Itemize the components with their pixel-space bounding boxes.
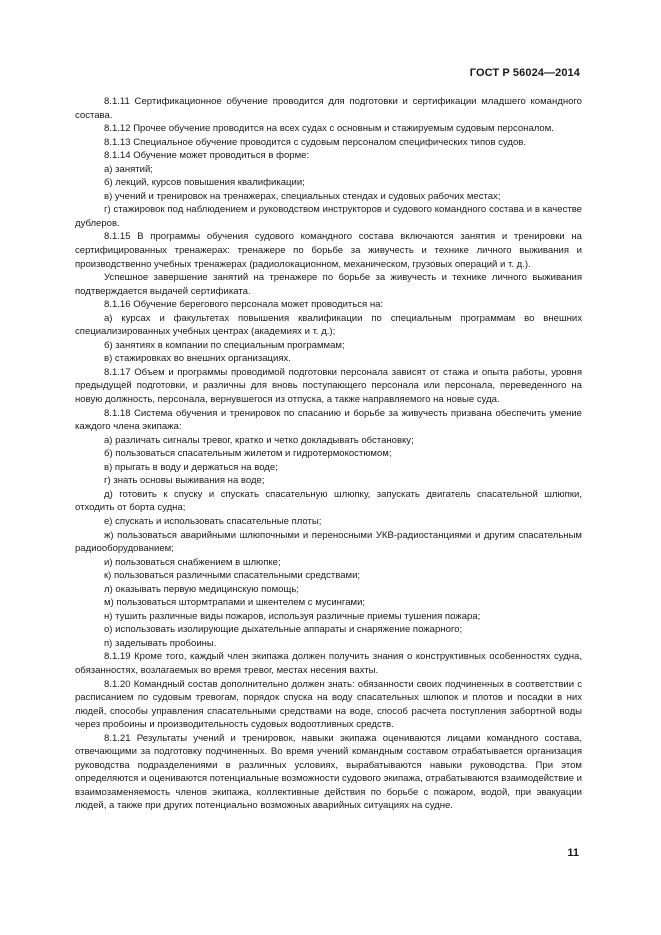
list-item: ж) пользоваться аварийными шлюпочными и переносными УКВ-радиостанциями и другим спасательным радиооборудованием; <box>75 529 582 555</box>
list-item: г) знать основы выживания на воде; <box>104 475 265 487</box>
list-item: е) спускать и использовать спасательные плоты; <box>104 515 322 527</box>
list-item: а) курсах и факультетах повышения квалификации по специальным программам во внешних специализированных учебных центрах (академиях и т. д.); <box>75 312 582 338</box>
list-item: в) прыгать в воду и держаться на воде; <box>104 461 278 473</box>
clause-8-1-21: 8.1.21 Результаты учений и тренировок, навыки экипажа оцениваются лицами командного состава, отвечающими за подготовку подчиненных. Во время учений командным составом отрабатывается организация руководства подразделениями в различных условиях, вырабатываются навыки руководства. При этом определяются и оцениваются потенциальные возможности судового экипажа, отрабатываются взаимодействие и взаимозаменяемость членов экипажа, коллективные действия по борьбе с пожаром, водой, при эвакуации людей, а также при других потенциально возможных аварийных ситуациях на судне. <box>75 732 582 812</box>
list-item: и) пользоваться снабжением в шлюпке; <box>104 556 281 568</box>
clause-8-1-19: 8.1.19 Кроме того, каждый член экипажа должен получить знания о конструктивных особенностях судна, обязанностях, возлагаемых во время тревог, местах несения вахты. <box>75 651 582 676</box>
clause-8-1-20: 8.1.20 Командный состав дополнительно должен знать: обязанности своих подчиненных в соответствии с расписанием по судовым тревогам, порядок спуска на воду спасательных шлюпок и плотов и посадки в них людей, способы управления спасательными средствами на воде, способ расчета поступления забортной воды через пробоины и производительность судовых водоотливных средств. <box>75 678 582 731</box>
list-item: п) заделывать пробоины. <box>104 637 217 649</box>
clause-8-1-11: 8.1.11 Сертификационное обучение проводится для подготовки и сертификации младшего командного состава. <box>75 96 582 121</box>
clause-8-1-16: 8.1.16 Обучение берегового персонала может проводиться на: <box>104 299 384 311</box>
clause-8-1-17: 8.1.17 Объем и программы проводимой подготовки персонала зависят от стажа и опыта работы, уровня предыдущей подготовки, и различны для вновь поступающего персонала или персонала, переведенного на новую должность, персонала, вернувшегося из отпуска, а также направляемого на новые суда. <box>75 366 582 406</box>
list-item: м) пользоваться штормтрапами и шкентелем с мусингами; <box>104 597 366 609</box>
list-item: в) учений и тренировок на тренажерах, специальных стендах и судовых рабочих местах; <box>104 190 501 202</box>
paragraph: Успешное завершение занятий на тренажере по борьбе за живучесть и технике личного выживания подтверждается выдачей сертификата. <box>75 272 582 297</box>
list-item: к) пользоваться различными спасательными средствами; <box>104 570 361 582</box>
document-body <box>75 95 582 813</box>
list-item: а) занятий; <box>104 163 153 175</box>
list-item: л) оказывать первую медицинскую помощь; <box>104 583 299 595</box>
clause-8-1-12: 8.1.12 Прочее обучение проводится на всех судах с основным и стажируемым судовым персоналом. <box>104 123 554 135</box>
list-item: б) пользоваться спасательным жилетом и гидротермокостюмом; <box>104 448 392 460</box>
clause-8-1-14: 8.1.14 Обучение может проводиться в форме: <box>104 150 310 162</box>
list-item: б) занятиях в компании по специальным программам; <box>104 339 345 351</box>
clause-8-1-18: 8.1.18 Система обучения и тренировок по спасанию и борьбе за живучесть призвана обеспечить умение каждого члена экипажа: <box>75 407 582 433</box>
list-item: д) готовить к спуску и спускать спасательную шлюпку, запускать двигатель спасательной шлюпки, отходить от борта судна; <box>75 488 582 514</box>
clause-8-1-13: 8.1.13 Специальное обучение проводится с судовым персоналом специфических типов судов. <box>104 136 527 148</box>
list-item: в) стажировках во внешних организациях. <box>104 353 291 365</box>
list-item: г) стажировок под наблюдением и руководством инструкторов и судового командного состава и в качестве дублеров. <box>75 204 582 229</box>
clause-8-1-15: 8.1.15 В программы обучения судового командного состава включаются занятия и тренировки на сертифицированных тренажерах: тренажере по борьбе за живучесть и технике личного выживания и производственно учебных тренажерах (радиолокационном, механическом, грузовых операций и т. д.). <box>75 231 582 270</box>
page-number: 11 <box>567 847 579 859</box>
list-item: а) различать сигналы тревог, кратко и четко докладывать обстановку; <box>104 434 414 446</box>
list-item: н) тушить различные виды пожаров, используя различные приемы тушения пожара; <box>104 610 481 622</box>
list-item: о) использовать изолирующие дыхательные аппараты и снаряжение пожарного; <box>104 624 463 636</box>
standard-designation: ГОСТ Р 56024—2014 <box>469 67 580 79</box>
list-item: б) лекций, курсов повышения квалификации; <box>104 177 305 189</box>
